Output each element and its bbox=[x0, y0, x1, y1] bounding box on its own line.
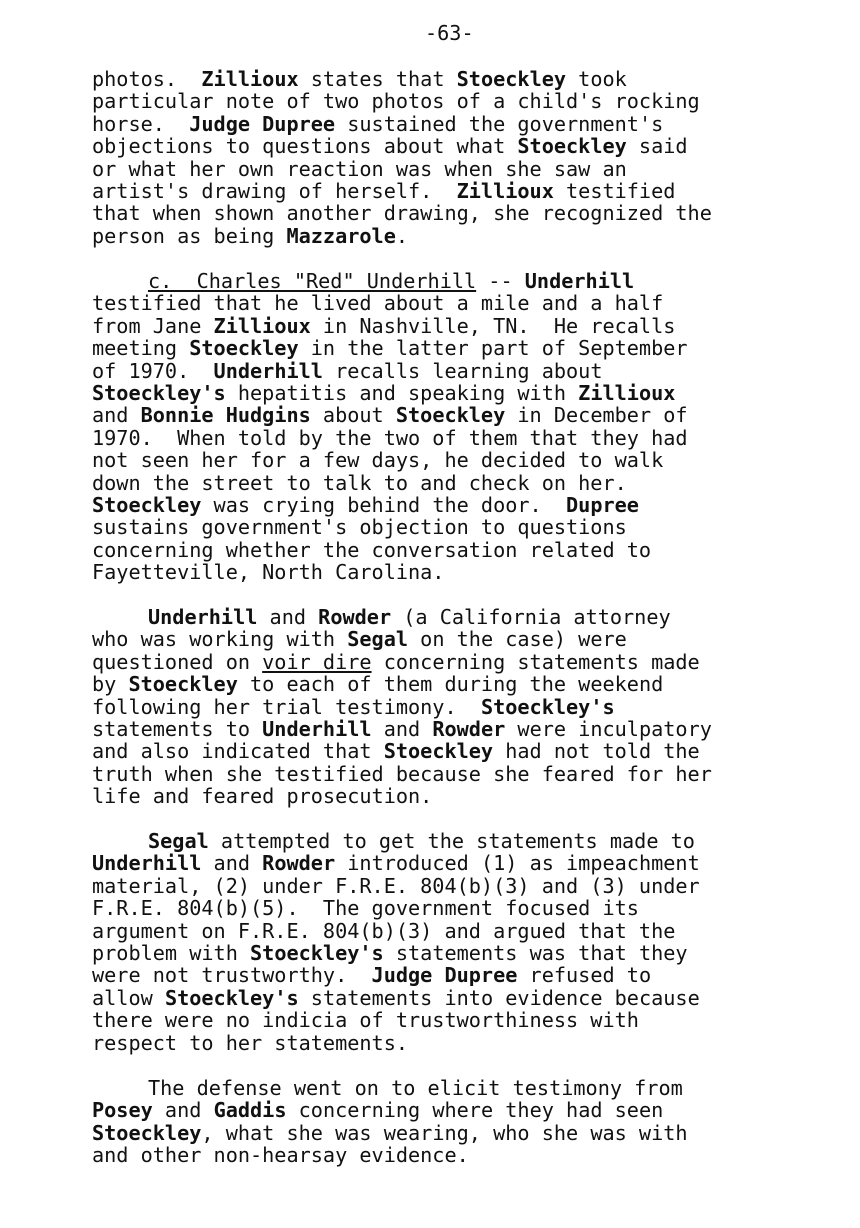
bold-name: Rowder bbox=[262, 851, 336, 876]
text-run: The defense went on to elicit testimony from bbox=[148, 1076, 683, 1100]
text-line bbox=[92, 718, 812, 740]
text-run: statements was that they bbox=[383, 940, 688, 965]
bold-name: Gaddis bbox=[213, 1098, 287, 1123]
text-line bbox=[92, 292, 812, 314]
text-run: material, (2) under F.R.E. 804(b)(3) and (3) under bbox=[92, 873, 700, 898]
text-run: were not trustworthy. bbox=[92, 963, 372, 988]
text-line bbox=[92, 1099, 812, 1121]
bold-name: Zillioux bbox=[201, 67, 299, 91]
text-run: statements to bbox=[92, 716, 263, 741]
text-line bbox=[92, 382, 812, 404]
text-line bbox=[92, 897, 812, 919]
paragraph-zillioux-photos bbox=[92, 68, 812, 247]
text-line bbox=[92, 404, 812, 426]
text-run: not seen her for a few days, he decided to walk bbox=[92, 448, 664, 473]
bold-name: Underhill bbox=[524, 269, 635, 293]
bold-name: Underhill bbox=[148, 605, 258, 629]
text-run: and bbox=[257, 605, 319, 629]
bold-name: Stoeckley's bbox=[92, 380, 226, 405]
text-run: problem with bbox=[92, 940, 251, 965]
text-run: or what her own reaction was when she saw an bbox=[92, 156, 627, 181]
text-run: that when shown another drawing, she recognized the bbox=[92, 201, 712, 226]
text-run: who was working with bbox=[92, 627, 348, 652]
text-run: recalls learning about bbox=[322, 358, 603, 383]
text-line bbox=[92, 920, 812, 942]
text-line bbox=[92, 270, 812, 292]
text-line bbox=[92, 987, 812, 1009]
text-run: refused to bbox=[517, 963, 652, 988]
text-line bbox=[92, 225, 812, 247]
text-run: hepatitis and speaking with bbox=[225, 380, 579, 405]
text-run: attempted to get the statements made to bbox=[208, 829, 695, 853]
text-run: (a California attorney bbox=[391, 605, 671, 629]
text-line bbox=[92, 427, 812, 449]
text-run: statements into evidence because bbox=[298, 985, 700, 1010]
text-run: said bbox=[626, 134, 688, 159]
bold-name: Stoeckley bbox=[92, 1120, 202, 1145]
text-run: in Nashville, TN. He recalls bbox=[310, 313, 676, 338]
bold-name: Dupree bbox=[566, 492, 639, 517]
text-run: following her trial testimony. bbox=[92, 694, 481, 719]
text-run: 1970. When told by the two of them that they had bbox=[92, 425, 688, 450]
text-line bbox=[92, 337, 812, 359]
bold-name: Judge Dupree bbox=[371, 963, 518, 988]
text-line bbox=[92, 740, 812, 762]
text-line bbox=[92, 360, 812, 382]
text-run: and other non-hearsay evidence. bbox=[92, 1143, 469, 1168]
bold-name: Posey bbox=[92, 1098, 153, 1123]
text-line bbox=[92, 852, 812, 874]
text-line bbox=[92, 561, 812, 583]
bold-name: Stoeckley bbox=[189, 336, 299, 361]
text-run: down the street to talk to and check on her. bbox=[92, 470, 627, 495]
bold-name: Underhill bbox=[262, 716, 372, 741]
bold-name: Underhill bbox=[92, 851, 202, 876]
text-run: particular note of two photos of a child's rocking bbox=[92, 89, 700, 114]
text-run: and also indicated that bbox=[92, 739, 384, 764]
text-run: states that bbox=[298, 67, 457, 91]
paragraph-defense-testimony bbox=[92, 1077, 812, 1167]
bold-name: Stoeckley bbox=[128, 672, 238, 697]
paragraph-voir-dire bbox=[92, 606, 812, 808]
bold-name: Stoeckley's bbox=[480, 694, 615, 719]
text-line bbox=[92, 90, 812, 112]
bold-name: Mazzarole bbox=[286, 223, 396, 248]
text-line bbox=[92, 1077, 812, 1099]
bold-name: Judge Dupree bbox=[189, 111, 336, 136]
text-run: about bbox=[310, 403, 396, 428]
text-line bbox=[92, 785, 812, 807]
text-run: was crying behind the door. bbox=[201, 492, 567, 517]
text-line bbox=[92, 68, 812, 90]
bold-name: Rowder bbox=[432, 716, 506, 741]
text-run: sustains government's objection to questions bbox=[92, 515, 627, 540]
text-line bbox=[92, 315, 812, 337]
text-run: and bbox=[201, 851, 263, 876]
text-line bbox=[92, 628, 812, 650]
text-line bbox=[92, 763, 812, 785]
text-line bbox=[92, 1144, 812, 1166]
text-run: and bbox=[371, 716, 433, 741]
text-run: . bbox=[395, 223, 409, 248]
text-line bbox=[92, 180, 812, 202]
text-line bbox=[92, 539, 812, 561]
text-line bbox=[92, 202, 812, 224]
text-run: in the latter part of September bbox=[298, 336, 688, 361]
bold-name: Rowder bbox=[318, 605, 392, 629]
bold-name: Stoeckley bbox=[92, 492, 202, 517]
text-run: objections to questions about what bbox=[92, 134, 518, 159]
text-run: were inculpatory bbox=[505, 716, 712, 741]
text-run: respect to her statements. bbox=[92, 1030, 409, 1055]
text-run: Fayetteville, North Carolina. bbox=[92, 560, 445, 585]
text-line bbox=[92, 449, 812, 471]
text-line bbox=[92, 651, 812, 673]
text-line bbox=[92, 494, 812, 516]
text-run: F.R.E. 804(b)(5). The government focused its bbox=[92, 896, 639, 921]
text-line bbox=[92, 875, 812, 897]
text-run: there were no indicia of trustworthiness with bbox=[92, 1008, 639, 1033]
bold-name: Underhill bbox=[213, 358, 323, 383]
text-run: from Jane bbox=[92, 313, 214, 338]
bold-name: Zillioux bbox=[213, 313, 311, 338]
text-run: in December of bbox=[505, 403, 688, 428]
text-line bbox=[92, 696, 812, 718]
text-line bbox=[92, 1009, 812, 1031]
text-run: and bbox=[152, 1098, 214, 1123]
paragraph-underhill-testimony bbox=[92, 270, 812, 583]
text-run: on the case) were bbox=[408, 627, 627, 652]
text-line bbox=[92, 673, 812, 695]
text-line bbox=[92, 606, 812, 628]
text-run: and bbox=[92, 403, 141, 428]
text-run: took bbox=[566, 67, 627, 91]
text-run: , what she was wearing, who she was with bbox=[201, 1120, 688, 1145]
bold-name: Stoeckley bbox=[383, 739, 494, 764]
text-run: testified that he lived about a mile and a half bbox=[92, 291, 664, 316]
text-line bbox=[92, 1122, 812, 1144]
text-run: questioned on bbox=[92, 649, 263, 674]
text-run: person as being bbox=[92, 223, 287, 248]
bold-name: Bonnie Hudgins bbox=[140, 403, 311, 428]
bold-name: Segal bbox=[347, 627, 409, 652]
bold-name: Segal bbox=[148, 829, 209, 853]
text-line bbox=[92, 135, 812, 157]
text-run: life and feared prosecution. bbox=[92, 784, 433, 809]
text-run: horse. bbox=[92, 111, 190, 136]
page-number: -63- bbox=[425, 21, 474, 45]
text-line bbox=[92, 1032, 812, 1054]
paragraph-segal-statements bbox=[92, 830, 812, 1054]
text-run: by bbox=[92, 672, 129, 697]
text-run: meeting bbox=[92, 336, 190, 361]
bold-name: Stoeckley's bbox=[164, 985, 299, 1010]
bold-name: Zillioux bbox=[578, 380, 676, 405]
text-line bbox=[92, 964, 812, 986]
bold-name: Stoeckley bbox=[517, 134, 627, 159]
text-run: photos. bbox=[92, 67, 202, 91]
bold-name: Stoeckley bbox=[395, 403, 506, 428]
text-line bbox=[92, 516, 812, 538]
text-run: concerning where they had seen bbox=[286, 1098, 664, 1123]
text-run: sustained the government's bbox=[335, 111, 664, 136]
text-run: to each of them during the weekend bbox=[237, 672, 664, 697]
underlined-text: voir dire bbox=[262, 649, 372, 674]
text-run: allow bbox=[92, 985, 165, 1010]
bold-name: Stoeckley's bbox=[250, 940, 384, 965]
text-line bbox=[92, 472, 812, 494]
text-run: of 1970. bbox=[92, 358, 214, 383]
text-run: concerning statements made bbox=[371, 649, 700, 674]
text-run: artist's drawing of herself. bbox=[92, 178, 457, 203]
underlined-text: c. Charles "Red" Underhill bbox=[148, 269, 477, 293]
text-line bbox=[92, 113, 812, 135]
text-run: -- bbox=[476, 269, 525, 293]
text-line bbox=[92, 830, 812, 852]
text-run: concerning whether the conversation related to bbox=[92, 537, 652, 562]
text-run: introduced (1) as impeachment bbox=[335, 851, 700, 876]
bold-name: Zillioux bbox=[456, 178, 554, 203]
text-line bbox=[92, 942, 812, 964]
text-run: argument on F.R.E. 804(b)(3) and argued that the bbox=[92, 918, 676, 943]
text-run: had not told the bbox=[493, 739, 700, 764]
text-run: truth when she testified because she feared for her bbox=[92, 761, 712, 786]
text-run: testified bbox=[553, 178, 676, 203]
bold-name: Stoeckley bbox=[456, 67, 567, 91]
text-line bbox=[92, 158, 812, 180]
